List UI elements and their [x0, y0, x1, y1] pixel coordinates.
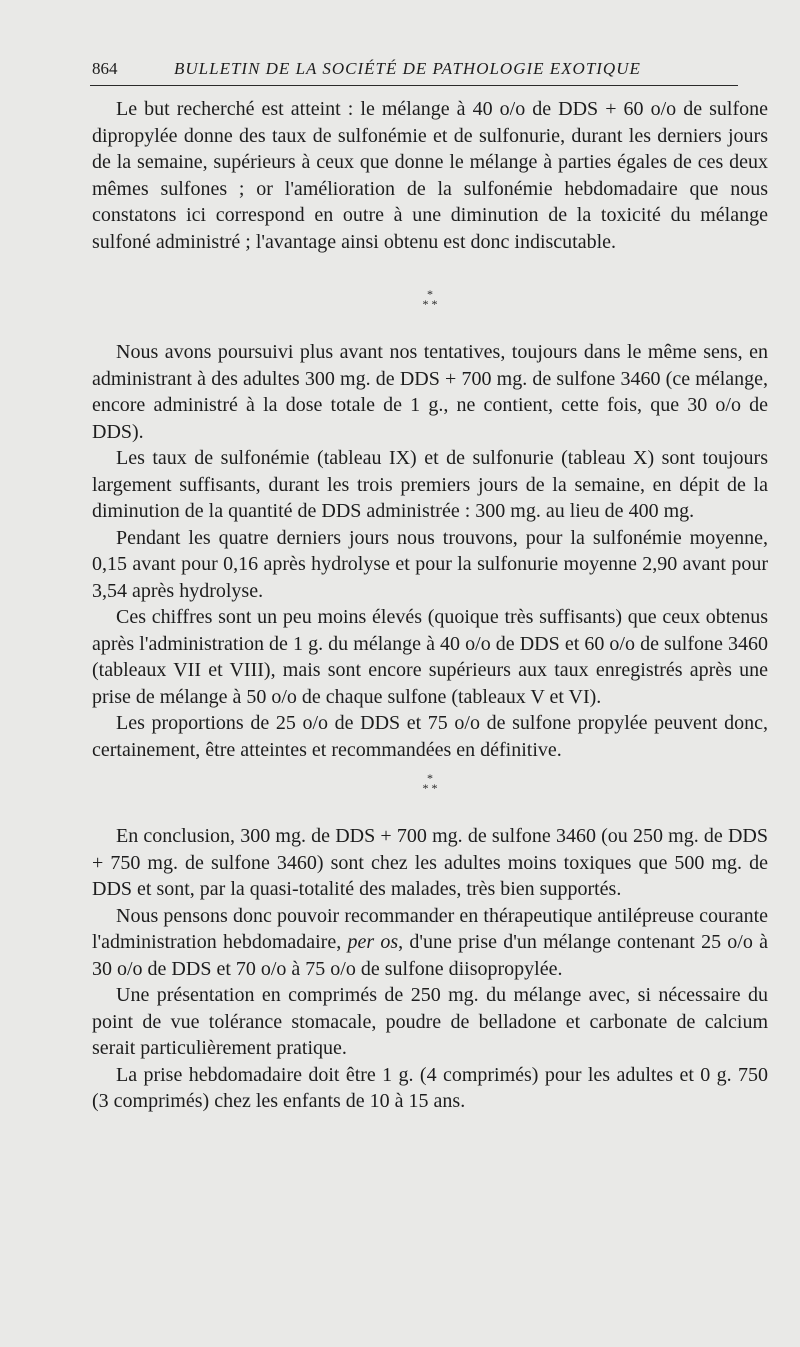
- paragraph: [92, 903, 768, 983]
- body-text: [92, 96, 768, 1115]
- paragraph: Les proportions de 25 o/o de DDS et 75 o/o de sulfone propylée peuvent donc, certainement, être atteintes et recommandées en définitive.: [92, 712, 768, 761]
- paragraph: Les taux de sulfonémie (tableau IX) et de sulfonurie (tableau X) sont toujours largement suffisants, durant les trois premiers jours de la semaine, en dépit de la diminution de la quantité de DDS administrée : 300 mg. au lieu de 400 mg.: [92, 447, 768, 522]
- paragraph: Une présentation en comprimés de 250 mg. du mélange avec, si nécessaire du point de vue tolérance stomacale, poudre de belladone et carbonate de calcium serait particulièrement pratique.: [92, 984, 768, 1059]
- paragraph: Ces chiffres sont un peu moins élevés (quoique très suffisants) que ceux obtenus après l'administration de 1 g. du mélange à 40 o/o de DDS et 60 o/o de sulfone 3460 (tableaux VII et VIII), mais sont encore supérieurs aux taux enregistrés après une prise de mélange à 50 o/o de chaque sulfone (tableaux V et VI).: [92, 606, 768, 708]
- separator-stars: * *: [422, 297, 438, 311]
- text-run: , d'une prise d'un mélange contenant 25 o/o à 30 o/o de DDS et 70 o/o à 75 o/o de sulfone diisopropylée.: [92, 931, 768, 980]
- paragraph: Le but recherché est atteint : le mélange à 40 o/o de DDS + 60 o/o de sulfone dipropylée donne des taux de sulfonémie et de sulfonurie, durant les derniers jours de la semaine, supérieurs à ceux que donne le mélange à parties égales de ces deux mêmes sulfones ; or l'amélioration de la sulfonémie hebdomadaire que nous constatons ici correspond en outre à une diminution de la toxicité du mélange sulfoné administré ; l'avantage ainsi obtenu est donc indiscutable.: [92, 98, 768, 253]
- section-separator: [92, 289, 768, 309]
- paragraph: La prise hebdomadaire doit être 1 g. (4 comprimés) pour les adultes et 0 g. 750 (3 comprimés) chez les enfants de 10 à 15 ans.: [92, 1063, 768, 1112]
- separator-star: *: [427, 287, 433, 301]
- paragraph: Pendant les quatre derniers jours nous trouvons, pour la sulfonémie moyenne, 0,15 avant pour 0,16 après hydrolyse et pour la sulfonurie moyenne 2,90 avant pour 3,54 après hydrolyse.: [92, 526, 768, 602]
- page-number: 864: [92, 59, 118, 78]
- paragraph: Nous avons poursuivi plus avant nos tentatives, toujours dans le même sens, en administrant à des adultes 300 mg. de DDS + 700 mg. de sulfone 3460 (ce mélange, encore administré à la dose totale de 1 g., ne contient, cette fois, que 30 o/o de DDS).: [92, 341, 768, 443]
- paragraph: En conclusion, 300 mg. de DDS + 700 mg. de sulfone 3460 (ou 250 mg. de DDS + 750 mg. de sulfone 3460) sont chez les adultes moins toxiques que 500 mg. de DDS et sont, par la quasi-totalité des malades, très bien supportés.: [92, 825, 768, 900]
- journal-title: BULLETIN DE LA SOCIÉTÉ DE PATHOLOGIE EXOTIQUE: [174, 59, 641, 78]
- header-rule: [90, 85, 738, 86]
- section-separator: [92, 773, 768, 793]
- italic-term: per os: [347, 931, 399, 953]
- text-run: Nous pensons donc pouvoir recommander en thérapeutique antilépreuse courante l'administration hebdomadaire,: [92, 904, 768, 953]
- separator-star: *: [427, 771, 433, 785]
- separator-stars: * *: [422, 781, 438, 795]
